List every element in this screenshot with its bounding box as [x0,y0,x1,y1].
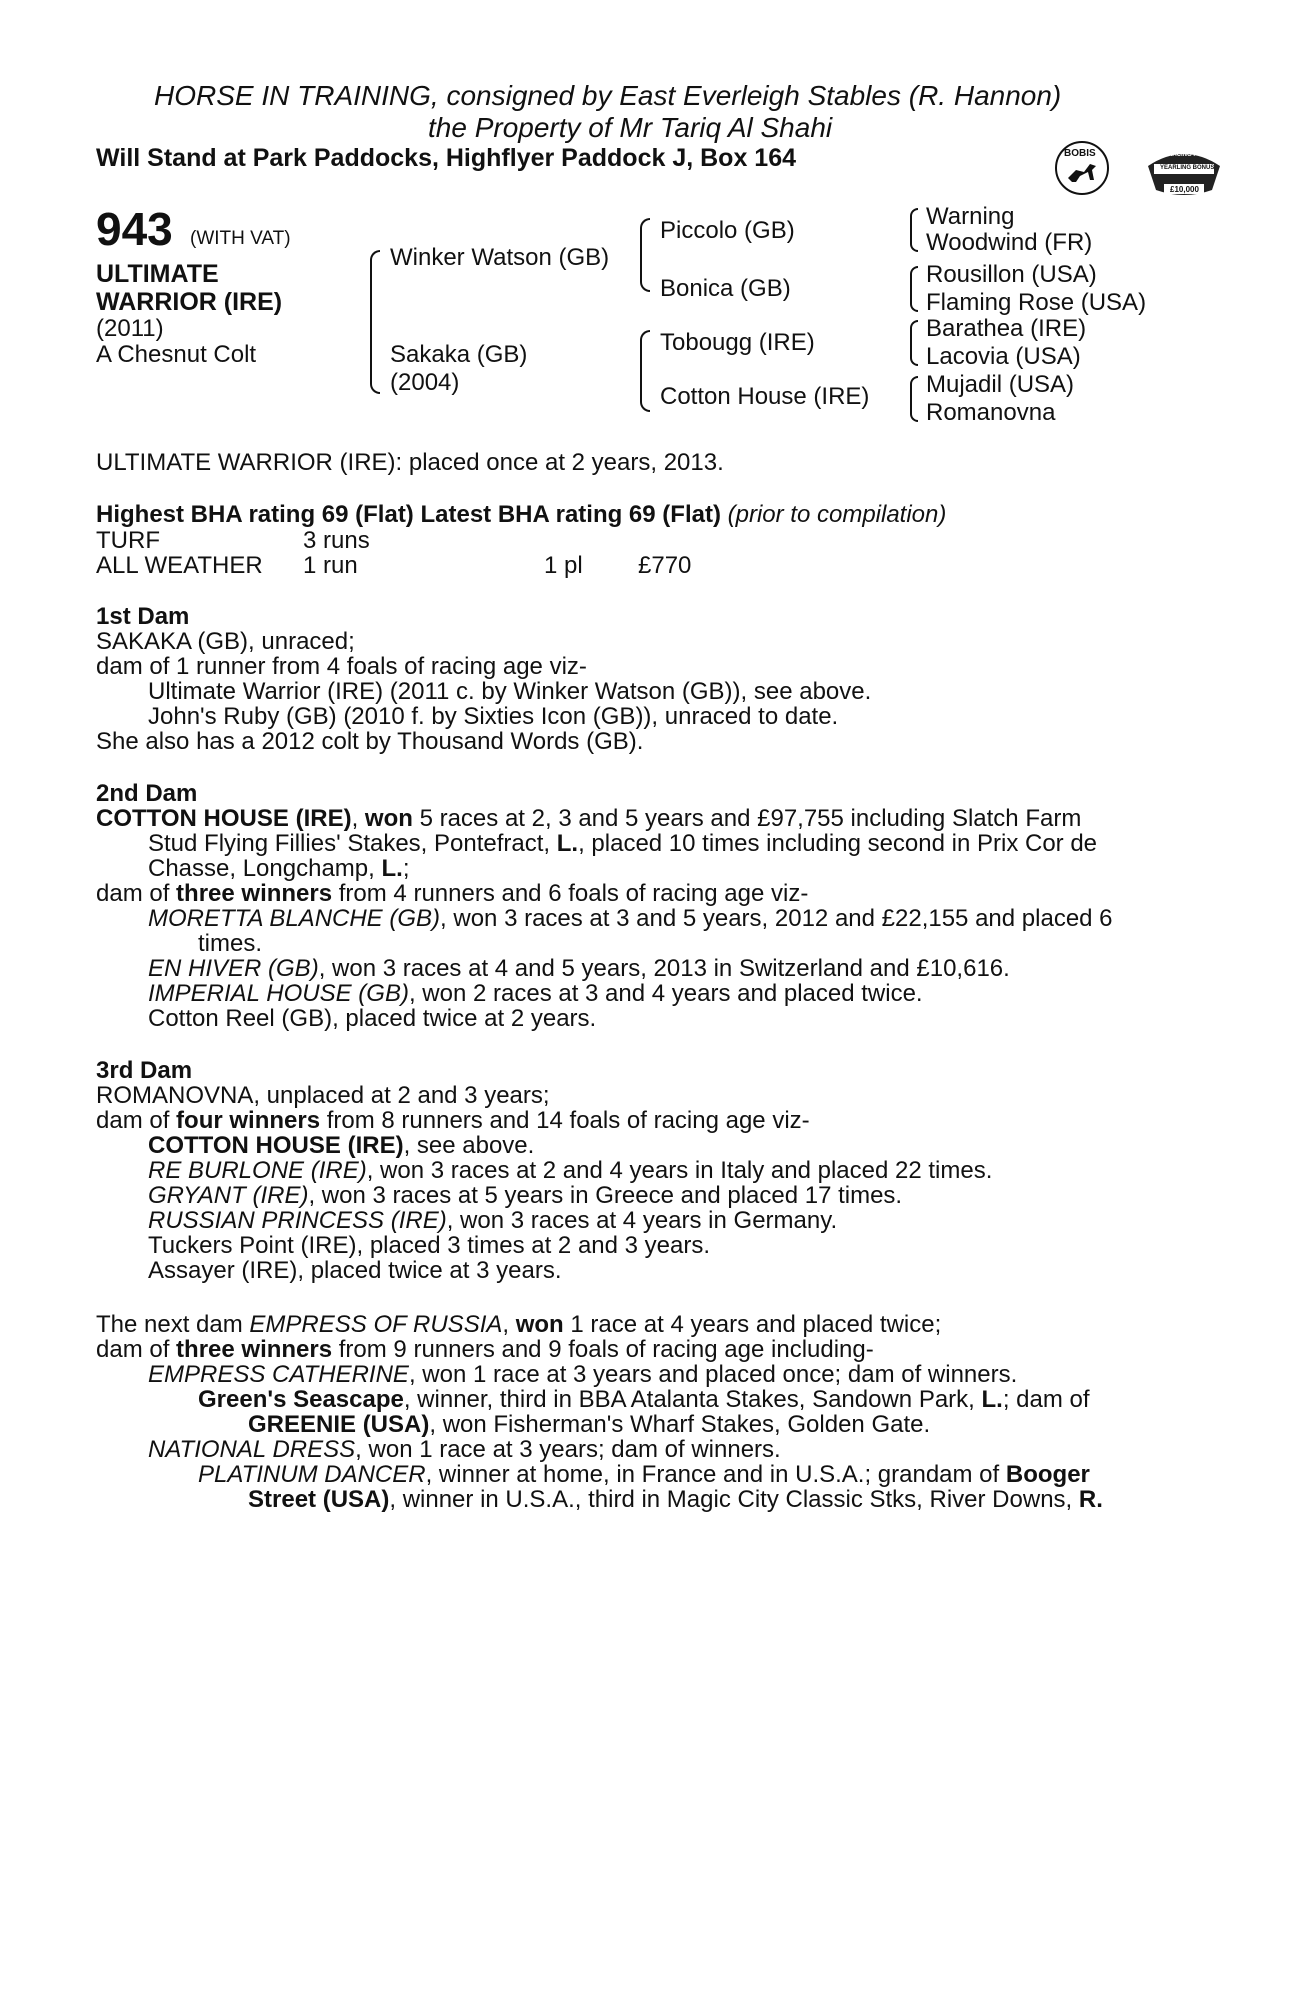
next-dam-7a: PLATINUM DANCER [198,1461,426,1488]
next-dam-1a: The next dam [96,1311,250,1338]
next-dam-7b: , winner at home, in France and in U.S.A.; grandam of [425,1461,1006,1488]
next-dam-5a: GREENIE (USA) [248,1411,430,1438]
pedigree-dam-dam: Cotton House (IRE) [660,383,870,410]
next-dam-won: won [515,1311,564,1338]
pedigree-brace-dd [910,376,918,422]
second-dam-line-4c: from 4 runners and 6 foals of racing age viz- [332,880,809,907]
next-dam-4b: , winner, third in BBA Atalanta Stakes, Sandown Park, [403,1386,982,1413]
racing-post-badge [1146,146,1222,200]
next-dam-section [96,1312,1206,1512]
third-dam-four-winners: four winners [176,1107,321,1134]
lot-year: (2011) [96,315,164,342]
third-dam-offspring-3: , won 3 races at 5 years in Greece and placed 17 times. [308,1182,903,1209]
first-dam-line-1: SAKAKA (GB), unraced; [96,628,355,655]
pedigree-sire-dam: Bonica (GB) [660,275,791,302]
pedigree-brace-dam [640,330,650,412]
next-dam-three-winners: three winners [176,1336,333,1363]
next-dam-8c: R. [1078,1486,1103,1513]
second-dam-line-3-end: ; [402,855,410,882]
next-dam-3a: EMPRESS CATHERINE [148,1361,409,1388]
ratings-runs-1: 1 run [303,552,358,579]
next-dam-5b: , won Fisherman's Wharf Stakes, Golden Gate. [429,1411,931,1438]
lot-description: A Chesnut Colt [96,341,257,368]
first-dam-line-2: dam of 1 runner from 4 foals of racing age viz- [96,653,587,680]
third-dam-heading: 3rd Dam [96,1057,193,1084]
third-dam-offspring-5: Tuckers Point (IRE), placed 3 times at 2 and 3 years. [148,1232,711,1259]
second-dam-offspring-1: , won 3 races at 3 and 5 years, 2012 and £22,155 and placed 6 [440,905,1113,932]
third-dam-offspring-1: , see above. [403,1132,535,1159]
next-dam-6b: , won 1 race at 3 years; dam of winners. [355,1436,781,1463]
third-dam-offspring-2: , won 3 races at 2 and 4 years in Italy and placed 22 times. [366,1157,993,1184]
third-dam-section [96,1058,1206,1283]
pedigree-brace-sire [640,218,650,292]
second-dam-line-3: Chasse, Longchamp, [148,855,382,882]
next-dam-8a: Street (USA) [248,1486,390,1513]
second-dam-heading: 2nd Dam [96,780,198,807]
header-line-1: HORSE IN TRAINING, consigned by East Everleigh Stables (R. Hannon) [154,80,1062,111]
first-dam-line-5: She also has a 2012 colt by Thousand Words (GB). [96,728,644,755]
second-dam-three-winners: three winners [176,880,333,907]
next-dam-3b: , won 1 race at 3 years and placed once; dam of winners. [408,1361,1018,1388]
second-dam-line-4a: dam of [96,880,177,907]
pedigree-ssd: Woodwind (FR) [926,229,1093,256]
header-line-2: the Property of Mr Tariq Al Shahi [428,112,833,143]
second-dam-line-1: 5 races at 2, 3 and 5 years and £97,755 including Slatch Farm [412,805,1082,832]
second-dam-line-2: Stud Flying Fillies' Stakes, Pontefract, [148,830,557,857]
lot-number: 943 [96,203,173,255]
rp-mid-label: YEARLING BONUS [1160,165,1215,171]
next-dam-4c: L. [981,1386,1003,1413]
ratings-surface-1: ALL WEATHER [96,552,263,579]
pedigree-ddd: Romanovna [926,399,1056,426]
pedigree-dds: Mujadil (USA) [926,371,1075,398]
second-dam-offspring-4: Cotton Reel (GB), placed twice at 2 years. [148,1005,597,1032]
first-dam-section [96,604,1206,754]
pedigree-dss: Barathea (IRE) [926,315,1087,342]
first-dam-line-4: John's Ruby (GB) (2010 f. by Sixties Icon (GB)), unraced to date. [148,703,839,730]
second-dam-offspring-2-name: EN HIVER (GB) [148,955,319,982]
pedigree-sdd: Flaming Rose (USA) [926,289,1147,316]
second-dam-offspring-2: , won 3 races at 4 and 5 years, 2013 in Switzerland and £10,616. [318,955,1010,982]
pedigree-dam-sire: Tobougg (IRE) [660,329,815,356]
third-dam-line-2c: from 8 runners and 14 foals of racing age viz- [320,1107,810,1134]
ratings-note: (prior to compilation) [727,501,947,528]
second-dam-offspring-3-name: IMPERIAL HOUSE (GB) [148,980,409,1007]
pedigree-brace-main [370,250,380,394]
pedigree-dam-year: (2004) [390,369,460,396]
next-dam-7c: Booger [1005,1461,1090,1488]
second-dam-l2-listed: L. [556,830,579,857]
third-dam-offspring-4: , won 3 races at 4 years in Germany. [446,1207,838,1234]
pedigree-brace-sd [910,266,918,312]
bobis-badge [1054,140,1110,196]
pedigree-sss: Warning [926,203,1015,230]
pedigree-brace-ds [910,320,918,366]
next-dam-name: EMPRESS OF RUSSIA [249,1311,503,1338]
bobis-label: BOBIS [1064,148,1096,159]
lot-vat: (WITH VAT) [190,228,291,249]
next-dam-1e: 1 race at 4 years and placed twice; [563,1311,942,1338]
next-dam-4d: ; dam of [1002,1386,1090,1413]
race-summary: ULTIMATE WARRIOR (IRE): placed once at 2 years, 2013. [96,449,724,476]
rp-top-label: RACING POST [1168,152,1210,158]
ratings-placed-1: 1 pl [544,552,583,579]
pedigree-dam: Sakaka (GB) [390,341,528,368]
third-dam-offspring-1-name: COTTON HOUSE (IRE) [148,1132,404,1159]
third-dam-line-1: ROMANOVNA, unplaced at 2 and 3 years; [96,1082,550,1109]
pedigree-sds: Rousillon (USA) [926,261,1097,288]
pedigree-brace-ss [910,208,918,252]
second-dam-offspring-1-cont: times. [198,930,263,957]
second-dam-won: won [364,805,413,832]
second-dam-offspring-3: , won 2 races at 3 and 4 years and placed twice. [408,980,923,1007]
second-dam-section: 2nd Dam COTTON HOUSE (IRE), won 5 races at 2, 3 and 5 years and £97,755 including Slatch Farm Stud Flying Fillies' Stakes, Pontefract, L., placed 10 times including second in Prix Cor de Chasse, Longchamp, L.; dam of three winners from 4 runners and 6 foals of racing age viz- MORETTA BLANCHE (GB), won 3 races at 3 and 5 years, 2012 and £22,155 and placed 6 times. EN HIVER (GB), won 3 races at 4 and 5 years, 2013 in Switzerland and £10,616. IMPERIAL HOUSE (GB), won 2 races at 3 and 4 years and placed twice. Cotton Reel (GB), placed twice at 2 years. [96,781,1206,1031]
ratings-surface-0: TURF [96,527,160,554]
next-dam-6a: NATIONAL DRESS [148,1436,356,1463]
next-dam-2a: dam of [96,1336,177,1363]
second-dam-line-2-rest: , placed 10 times including second in Prix Cor de [578,830,1098,857]
first-dam-line-3: Ultimate Warrior (IRE) (2011 c. by Winker Watson (GB)), see above. [148,678,872,705]
next-dam-4a: Green's Seascape [198,1386,404,1413]
second-dam-offspring-1-name: MORETTA BLANCHE (GB) [148,905,441,932]
lot-name-2: WARRIOR (IRE) [96,288,283,316]
ratings-earnings-1: £770 [638,552,692,579]
lot-name-1: ULTIMATE [96,260,219,288]
ratings-bold: Highest BHA rating 69 (Flat) Latest BHA rating 69 (Flat) [96,501,721,528]
pedigree-sire-sire: Piccolo (GB) [660,217,795,244]
ratings-runs-0: 3 runs [303,527,370,554]
rp-amount-label: £10,000 [1170,185,1199,194]
ratings-line [96,501,946,529]
second-dam-name: COTTON HOUSE (IRE) [96,805,352,832]
third-dam-offspring-2-name: RE BURLONE (IRE) [148,1157,367,1184]
next-dam-8b: , winner in U.S.A., third in Magic City Classic Stks, River Downs, [389,1486,1079,1513]
first-dam-heading: 1st Dam [96,603,190,630]
pedigree-dsd: Lacovia (USA) [926,343,1081,370]
third-dam-offspring-4-name: RUSSIAN PRINCESS (IRE) [148,1207,447,1234]
second-dam-l3-listed: L. [381,855,403,882]
next-dam-1c: , [502,1311,516,1338]
third-dam-line-2a: dam of [96,1107,177,1134]
pedigree-sire: Winker Watson (GB) [390,244,610,271]
third-dam-offspring-6: Assayer (IRE), placed twice at 3 years. [148,1257,562,1284]
header-line-3: Will Stand at Park Paddocks, Highflyer Paddock J, Box 164 [96,144,796,172]
third-dam-offspring-3-name: GRYANT (IRE) [148,1182,309,1209]
next-dam-2c: from 9 runners and 9 foals of racing age including- [332,1336,874,1363]
